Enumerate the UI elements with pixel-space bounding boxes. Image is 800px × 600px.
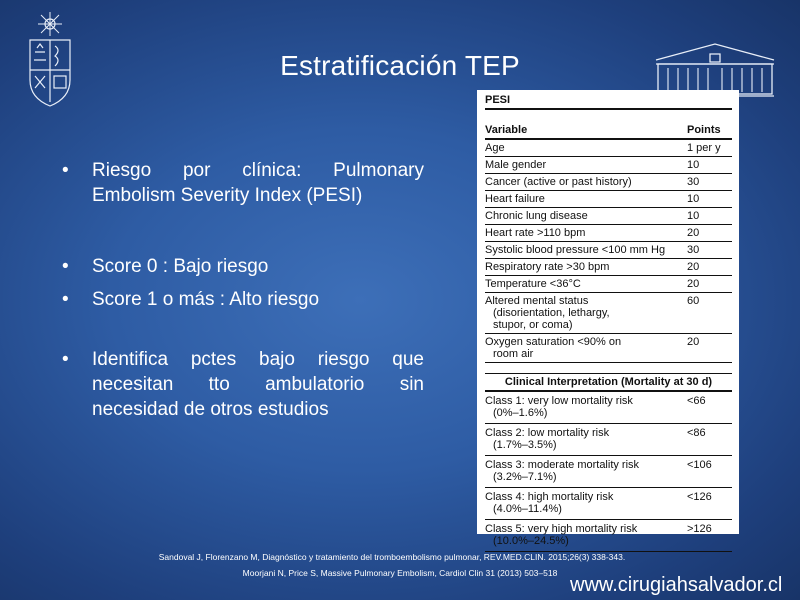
variable-sublabel: room air [493,348,534,360]
class-label: Class 4: high mortality risk [485,491,614,503]
bullet-item: • Score 0 : Bajo riesgo [62,254,424,279]
table-row [485,276,732,293]
class-range: (3.2%–7.1%) [493,471,557,483]
table-row [485,225,732,242]
variable-sublabel: (disorientation, lethargy, [493,307,610,319]
table-row [485,140,732,157]
class-threshold: <66 [687,395,706,407]
pesi-table [477,90,739,547]
points-cell: 10 [687,210,700,222]
variable-cell [485,278,687,290]
class-row [485,488,732,520]
variable-cell [485,295,687,331]
variable-cell [485,193,687,205]
class-row [485,392,732,424]
points-cell: 20 [687,261,700,273]
class-row [485,520,732,552]
variable-cell [485,244,687,256]
table-row [485,174,732,191]
points-cell: 20 [687,278,700,290]
class-cell [485,395,687,419]
table-row [485,208,732,225]
variable-label: Oxygen saturation <90% on [485,336,622,348]
class-cell [485,491,687,515]
column-header-variable: Variable [485,124,528,136]
points-cell: 20 [687,336,700,348]
bullet-item: • Score 1 o más : Alto riesgo [62,287,424,312]
class-cell [485,427,687,451]
website-url: www.cirugiahsalvador.cl [570,574,783,596]
points-cell: 20 [687,227,700,239]
points-cell: 1 per y [687,142,721,154]
variable-cell [485,336,687,360]
variable-cell [485,210,687,222]
points-cell: 10 [687,159,700,171]
variable-label: Chronic lung disease [485,210,588,222]
pesi-table-title: PESI [485,94,732,110]
variable-label: Systolic blood pressure <100 mm Hg [485,244,666,256]
pesi-table-header [485,124,732,140]
class-row [485,424,732,456]
variable-cell [485,159,687,171]
points-cell: 10 [687,193,700,205]
points-cell: 30 [687,176,700,188]
pesi-classes [485,392,732,552]
variable-cell [485,261,687,273]
variable-label: Altered mental status [485,295,589,307]
table-row [485,334,732,363]
class-threshold: <106 [687,459,712,471]
class-cell [485,459,687,483]
pesi-rows [485,140,732,363]
table-row [485,259,732,276]
table-row [485,242,732,259]
table-row [485,293,732,334]
class-threshold: <86 [687,427,706,439]
slide-title: Estratificación TEP [280,50,520,81]
variable-label: Temperature <36°C [485,278,581,290]
class-label: Class 3: moderate mortality risk [485,459,640,471]
class-label: Class 5: very high mortality risk [485,523,638,535]
points-cell: 30 [687,244,700,256]
class-label: Class 1: very low mortality risk [485,395,633,407]
table-row [485,157,732,174]
table-row [485,191,732,208]
variable-label: Age [485,142,505,154]
class-range: (10.0%–24.5%) [493,535,569,547]
variable-cell [485,227,687,239]
class-range: (4.0%–11.4%) [493,503,562,515]
class-range: (1.7%–3.5%) [493,439,557,451]
bullet-list [62,158,424,422]
bullet-item: • Riesgo por clínica: Pulmonary Embolism Severity Index (PESI) [62,158,424,208]
bullet-item: • Identifica pctes bajo riesgo que necesitan tto ambulatorio sin necesidad de otros estudios [62,347,424,422]
variable-sublabel: stupor, or coma) [493,319,573,331]
variable-cell [485,142,687,154]
variable-label: Heart failure [485,193,545,205]
variable-label: Respiratory rate >30 bpm [485,261,610,273]
class-row [485,456,732,488]
reference-2: Moorjani N, Price S, Massive Pulmonary Embolism, Cardiol Clin 31 (2013) 503–518 [242,568,558,578]
class-cell [485,523,687,547]
column-header-points: Points [687,124,721,136]
class-threshold: <126 [687,491,712,503]
variable-cell [485,176,687,188]
variable-label: Male gender [485,159,547,171]
variable-label: Heart rate >110 bpm [485,227,586,239]
variable-label: Cancer (active or past history) [485,176,632,188]
points-cell: 60 [687,295,700,307]
class-threshold: >126 [687,523,712,535]
class-range: (0%–1.6%) [493,407,548,419]
class-label: Class 2: low mortality risk [485,427,610,439]
reference-1: Sandoval J, Florenzano M, Diagnóstico y tratamiento del tromboembolismo pulmonar, REV.MED.CLIN. 2015;26(3) 338-343. [158,552,626,562]
clinical-interpretation-header: Clinical Interpretation (Mortality at 30 d) [485,373,732,392]
